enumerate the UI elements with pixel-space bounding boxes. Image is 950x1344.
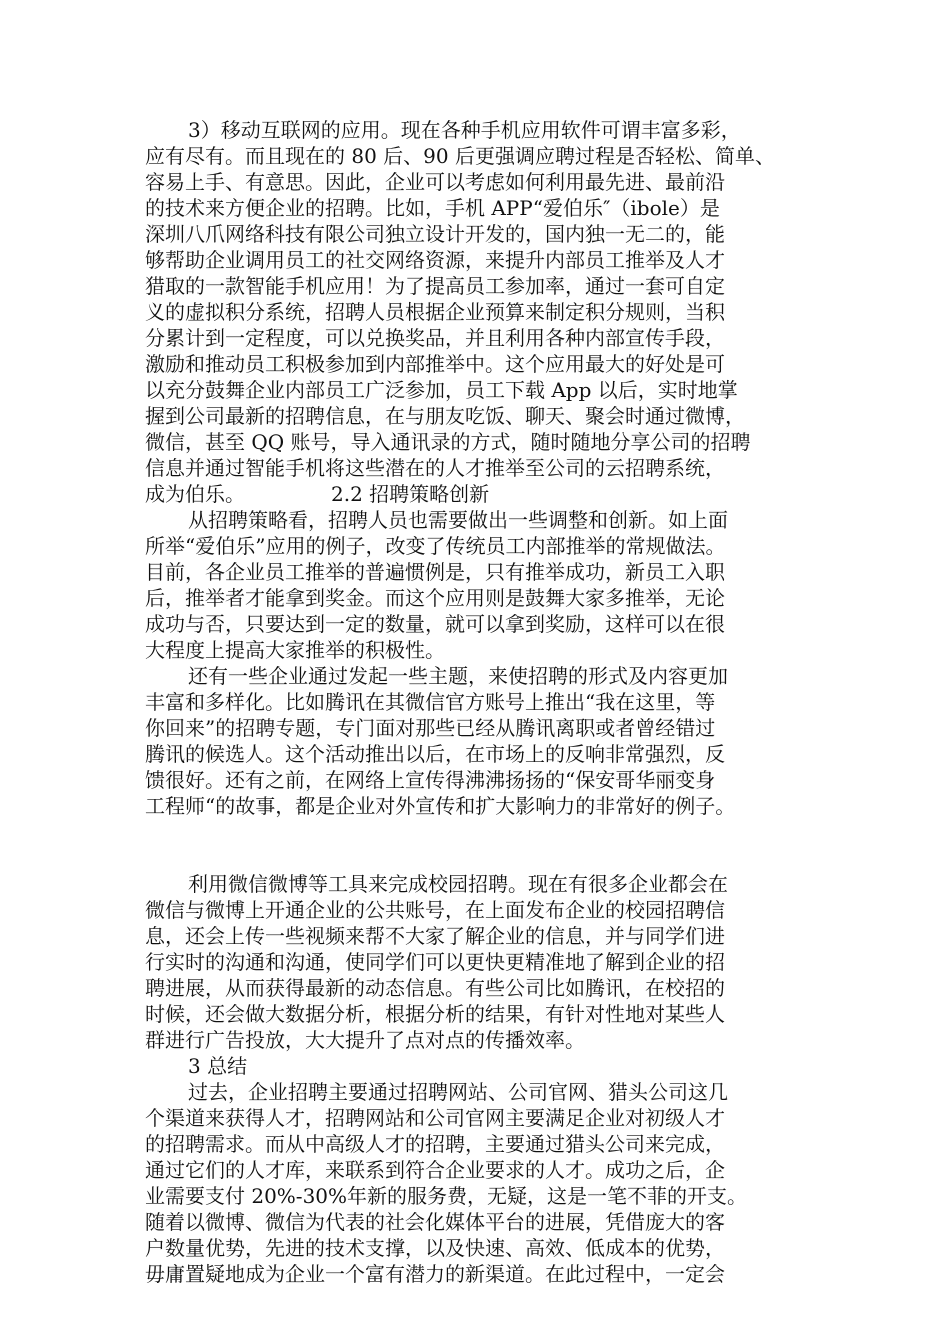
text-line — [145, 481, 805, 507]
text-line: 聘进展，从而获得最新的动态信息。有些公司比如腾讯，在校招的 — [145, 976, 725, 1000]
text-line: 还有一些企业通过发起一些主题，来使招聘的形式及内容更加 — [188, 664, 728, 688]
text-line: 时候，还会做大数据分析，根据分析的结果，有针对性地对某些人 — [145, 1002, 725, 1026]
text-line: 个渠道来获得人才，招聘网站和公司官网主要满足企业对初级人才 — [145, 1106, 725, 1130]
text-line: 容易上手、有意思。因此，企业可以考虑如何利用最先进、最前沿 — [145, 170, 725, 194]
document-body — [145, 117, 805, 1287]
text-line: 工程师“的故事，都是企业对外宣传和扩大影响力的非常好的例子。 — [145, 794, 736, 818]
text-line: 信息并通过智能手机将这些潜在的人才推举至公司的云招聘系统， — [145, 456, 725, 480]
text-line: 随着以微博、微信为代表的社会化媒体平台的进展，凭借庞大的客 — [145, 1210, 725, 1234]
text-line: 你回来”的招聘专题，专门面对那些已经从腾讯离职或者曾经错过 — [145, 716, 716, 740]
paragraph-themes — [145, 663, 805, 819]
text-line: 息，还会上传一些视频来帮不大家了解企业的信息，并与同学们进 — [145, 924, 725, 948]
text-line: 分累计到一定程度，可以兑换奖品，并且利用各种内部宣传手段， — [145, 326, 725, 350]
text-line: 馈很好。还有之前，在网络上宣传得沸沸扬扬的“保安哥华丽变身 — [145, 768, 716, 792]
paragraph-campus-recruiting — [145, 871, 805, 1053]
text-line: 所举“爱伯乐”应用的例子，改变了传统员工内部推举的常规做法。 — [145, 534, 726, 558]
text-line: 腾讯的候选人。这个活动推出以后，在市场上的反响非常强烈，反 — [145, 742, 725, 766]
text-line: 微信，甚至 QQ 账号，导入通讯录的方式，随时随地分享公司的招聘 — [145, 430, 751, 454]
paragraph-summary — [145, 1079, 805, 1287]
paragraph-strategy — [145, 507, 805, 663]
text-line: 的招聘需求。而从中高级人才的招聘，主要通过猎头公司来完成， — [145, 1132, 725, 1156]
text-line: 的技术来方便企业的招聘。比如，手机 APP“爱伯乐″（ibole）是 — [145, 196, 720, 220]
text-line: 够帮助企业调用员工的社交网络资源，来提升内部员工推举及人才 — [145, 248, 725, 272]
text-line: 深圳八爪网络科技有限公司独立设计开发的，国内独一无二的，能 — [145, 222, 725, 246]
paragraph-end-text: 成为伯乐。 — [145, 482, 245, 506]
text-line: 户数量优势，先进的技术支撑，以及快速、高效、低成本的优势， — [145, 1236, 725, 1260]
text-line: 后，推举者才能拿到奖金。而这个应用则是鼓舞大家多推举，无论 — [145, 586, 725, 610]
section-heading-3: 3 总结 — [188, 1054, 248, 1078]
text-line: 利用微信微博等工具来完成校园招聘。现在有很多企业都会在 — [188, 872, 728, 896]
text-line: 行实时的沟通和沟通，使同学们可以更快更精准地了解到企业的招 — [145, 950, 725, 974]
text-line: 毋庸置疑地成为企业一个富有潜力的新渠道。在此过程中，一定会 — [145, 1262, 725, 1286]
text-line: 3）移动互联网的应用。现在各种手机应用软件可谓丰富多彩， — [188, 118, 741, 142]
text-line: 以充分鼓舞企业内部员工广泛参加，员工下载 App 以后，实时地掌 — [145, 378, 738, 402]
text-line: 握到公司最新的招聘信息，在与朋友吃饭、聊天、聚会时通过微博， — [145, 404, 745, 428]
text-line: 丰富和多样化。比如腾讯在其微信官方账号上推出“我在这里，等 — [145, 690, 716, 714]
text-line: 通过它们的人才库，来联系到符合企业要求的人才。成功之后，企 — [145, 1158, 725, 1182]
text-line: 从招聘策略看，招聘人员也需要做出一些调整和创新。如上面 — [188, 508, 728, 532]
text-line: 目前，各企业员工推举的普遍惯例是，只有推举成功，新员工入职 — [145, 560, 725, 584]
text-line: 猎取的一款智能手机应用！为了提高员工参加率，通过一套可自定 — [145, 274, 725, 298]
text-line: 业需要支付 20%-30%年新的服务费，无疑，这是一笔不菲的开支。 — [145, 1184, 748, 1208]
paragraph-mobile-internet — [145, 117, 805, 507]
text-line: 过去，企业招聘主要通过招聘网站、公司官网、猎头公司这几 — [188, 1080, 728, 1104]
section-heading-2-2: 2.2 招聘策略创新 — [331, 482, 490, 506]
text-line: 成功与否，只要达到一定的数量，就可以拿到奖励，这样可以在很 — [145, 612, 725, 636]
text-line: 应有尽有。而且现在的 80 后、90 后更强调应聘过程是否轻松、简单、 — [145, 144, 775, 168]
text-line: 大程度上提高大家推举的积极性。 — [145, 638, 445, 662]
text-line: 激励和推动员工积极参加到内部推举中。这个应用最大的好处是可 — [145, 352, 725, 376]
text-line: 微信与微博上开通企业的公共账号，在上面发布企业的校园招聘信 — [145, 898, 725, 922]
text-line: 群进行广告投放，大大提升了点对点的传播效率。 — [145, 1028, 585, 1052]
paragraph-gap — [145, 819, 805, 871]
text-line: 义的虚拟积分系统，招聘人员根据企业预算来制定积分规则，当积 — [145, 300, 725, 324]
